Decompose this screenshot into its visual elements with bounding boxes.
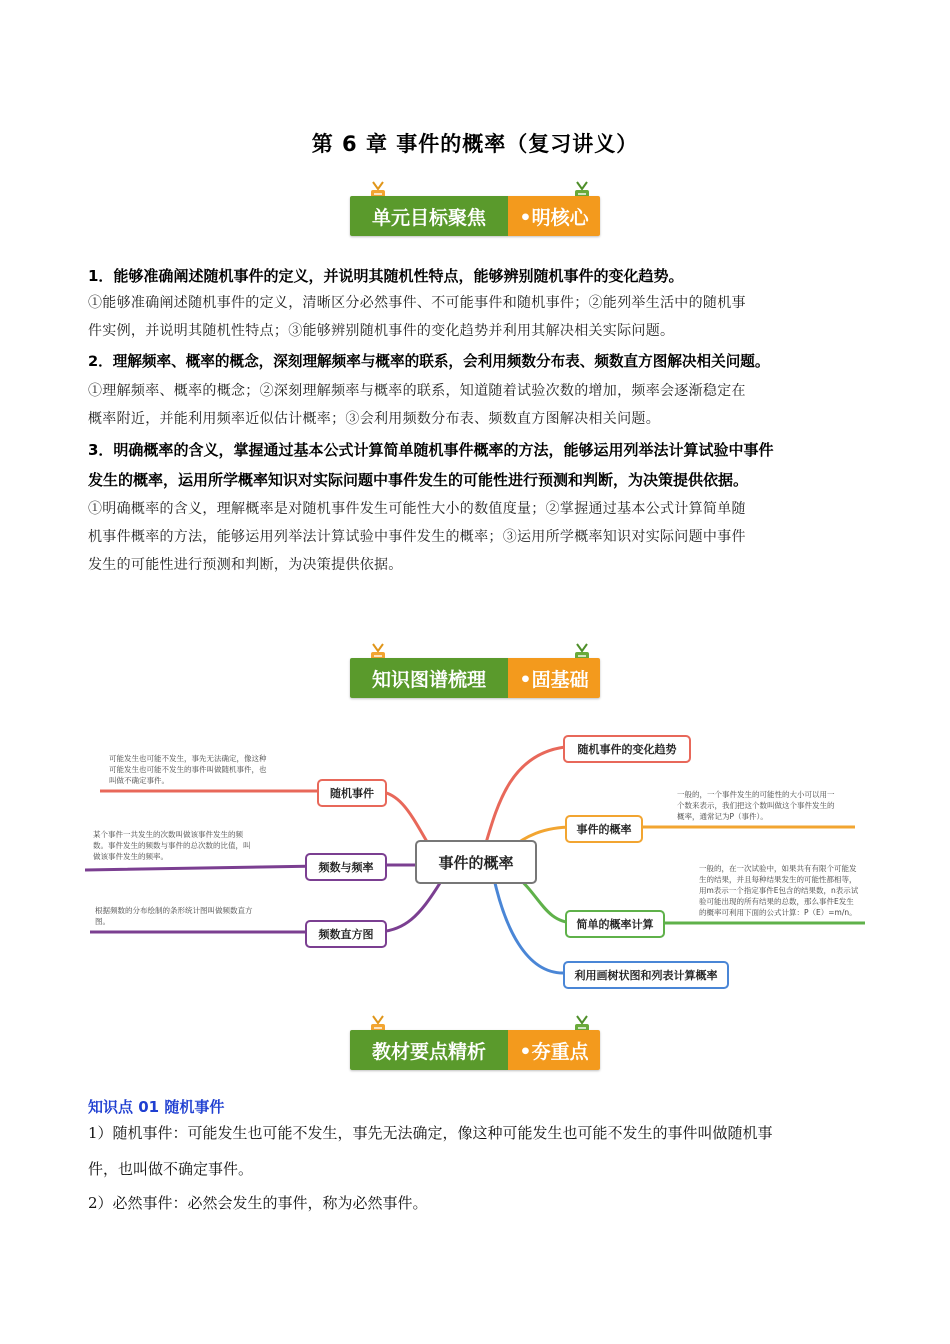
mindmap-note-random-event: 可能发生也可能不发生，事先无法确定，像这种 可能发生也可能不发生的事件叫做随机事件，也 叫做不确定事件。 [109, 754, 267, 785]
knowledge-point-line: 件，也叫做不确定事件。 [88, 1160, 254, 1178]
mindmap-note-calculation: 一般的，在一次试验中，如果共有有限个可能发 生的结果，并且每种结果发生的可能性都相等， 用m表示一个指定事件E包含的结果数，n表示试 验可能出现的所有结果的总数，那么事件E发生 的概率可利用下面的公式计算：P（E）=m/n。 [699, 864, 859, 917]
mindmap-node-probability: 事件的概率 [565, 815, 643, 843]
mindmap-node-calculation: 简单的概率计算 [565, 910, 665, 938]
knowledge-point-title: 知识点 01 随机事件 [88, 1098, 225, 1116]
goal-detail-line: ①明确概率的含义，理解概率是对随机事件发生可能性大小的数值度量；②掌握通过基本公式计算简单随 [88, 501, 746, 517]
goal-detail-line: 发生的可能性进行预测和判断，为决策提供依据。 [88, 557, 403, 573]
goal-heading-3-cont: 发生的概率，运用所学概率知识对实际问题中事件发生的可能性进行预测和判断，为决策提供依据。 [88, 471, 749, 489]
mindmap-node-frequency: 频数与频率 [305, 853, 387, 881]
banner-tag: •夯重点 [508, 1030, 600, 1070]
banner-label: 教材要点精析 [350, 1030, 508, 1070]
goal-detail-line: 机事件概率的方法，能够运用列举法计算试验中事件发生的概率；③运用所学概率知识对实际问题中事件 [88, 529, 746, 545]
banner-tag: •明核心 [508, 196, 600, 236]
goal-detail-line: ①理解频率、概率的概念；②深刻理解频率与概率的联系，知道随着试验次数的增加，频率会逐渐稳定在 [88, 383, 746, 399]
goal-heading-2: 2．理解频率、概率的概念，深刻理解频率与概率的联系，会利用频数分布表、频数直方图解决相关问题。 [88, 353, 770, 370]
mindmap-node-histogram: 频数直方图 [305, 920, 387, 948]
goal-detail-line: ①能够准确阐述随机事件的定义，清晰区分必然事件、不可能事件和随机事件；②能列举生活中的随机事 [88, 295, 746, 311]
mindmap-note-histogram: 根据频数的分布绘制的条形统计图叫做频数直方 图。 [95, 906, 253, 926]
mindmap-note-frequency: 某个事件一共发生的次数叫做该事件发生的频 数。事件发生的频数与事件的总次数的比值，叫 做该事件发生的频率。 [93, 830, 251, 861]
knowledge-point-line: 1）随机事件：可能发生也可能不发生，事先无法确定，像这种可能发生也可能不发生的事件叫做随机事 [88, 1124, 773, 1142]
section-banner-goals [350, 180, 600, 238]
mindmap-node-trend: 随机事件的变化趋势 [563, 735, 691, 763]
mindmap-center-node: 事件的概率 [415, 840, 537, 884]
section-banner-key-points [350, 1014, 600, 1072]
mindmap-note-probability: 一般的，一个事件发生的可能性的大小可以用一 个数来表示，我们把这个数叫做这个事件发生的 概率，通常记为P（事件）。 [677, 790, 835, 821]
banner-label: 知识图谱梳理 [350, 658, 508, 698]
goal-heading-3: 3．明确概率的含义，掌握通过基本公式计算简单随机事件概率的方法，能够运用列举法计算试验中事件 [88, 441, 774, 459]
page-title: 第 6 章 事件的概率（复习讲义） [311, 132, 639, 156]
banner-label: 单元目标聚焦 [350, 196, 508, 236]
mind-map [85, 735, 865, 995]
section-banner-knowledge-map [350, 642, 600, 700]
mindmap-node-random-event: 随机事件 [317, 779, 387, 807]
goal-heading-1: 1．能够准确阐述随机事件的定义，并说明其随机性特点，能够辨别随机事件的变化趋势。 [88, 267, 684, 285]
mindmap-node-tree-table: 利用画树状图和列表计算概率 [563, 961, 729, 989]
knowledge-point-line: 2）必然事件：必然会发生的事件，称为必然事件。 [88, 1194, 428, 1212]
goal-detail-line: 件实例，并说明其随机性特点；③能够辨别随机事件的变化趋势并利用其解决相关实际问题。 [88, 323, 675, 339]
banner-tag: •固基础 [508, 658, 600, 698]
goal-detail-line: 概率附近，并能利用频率近似估计概率；③会利用频数分布表、频数直方图解决相关问题。 [88, 411, 660, 427]
